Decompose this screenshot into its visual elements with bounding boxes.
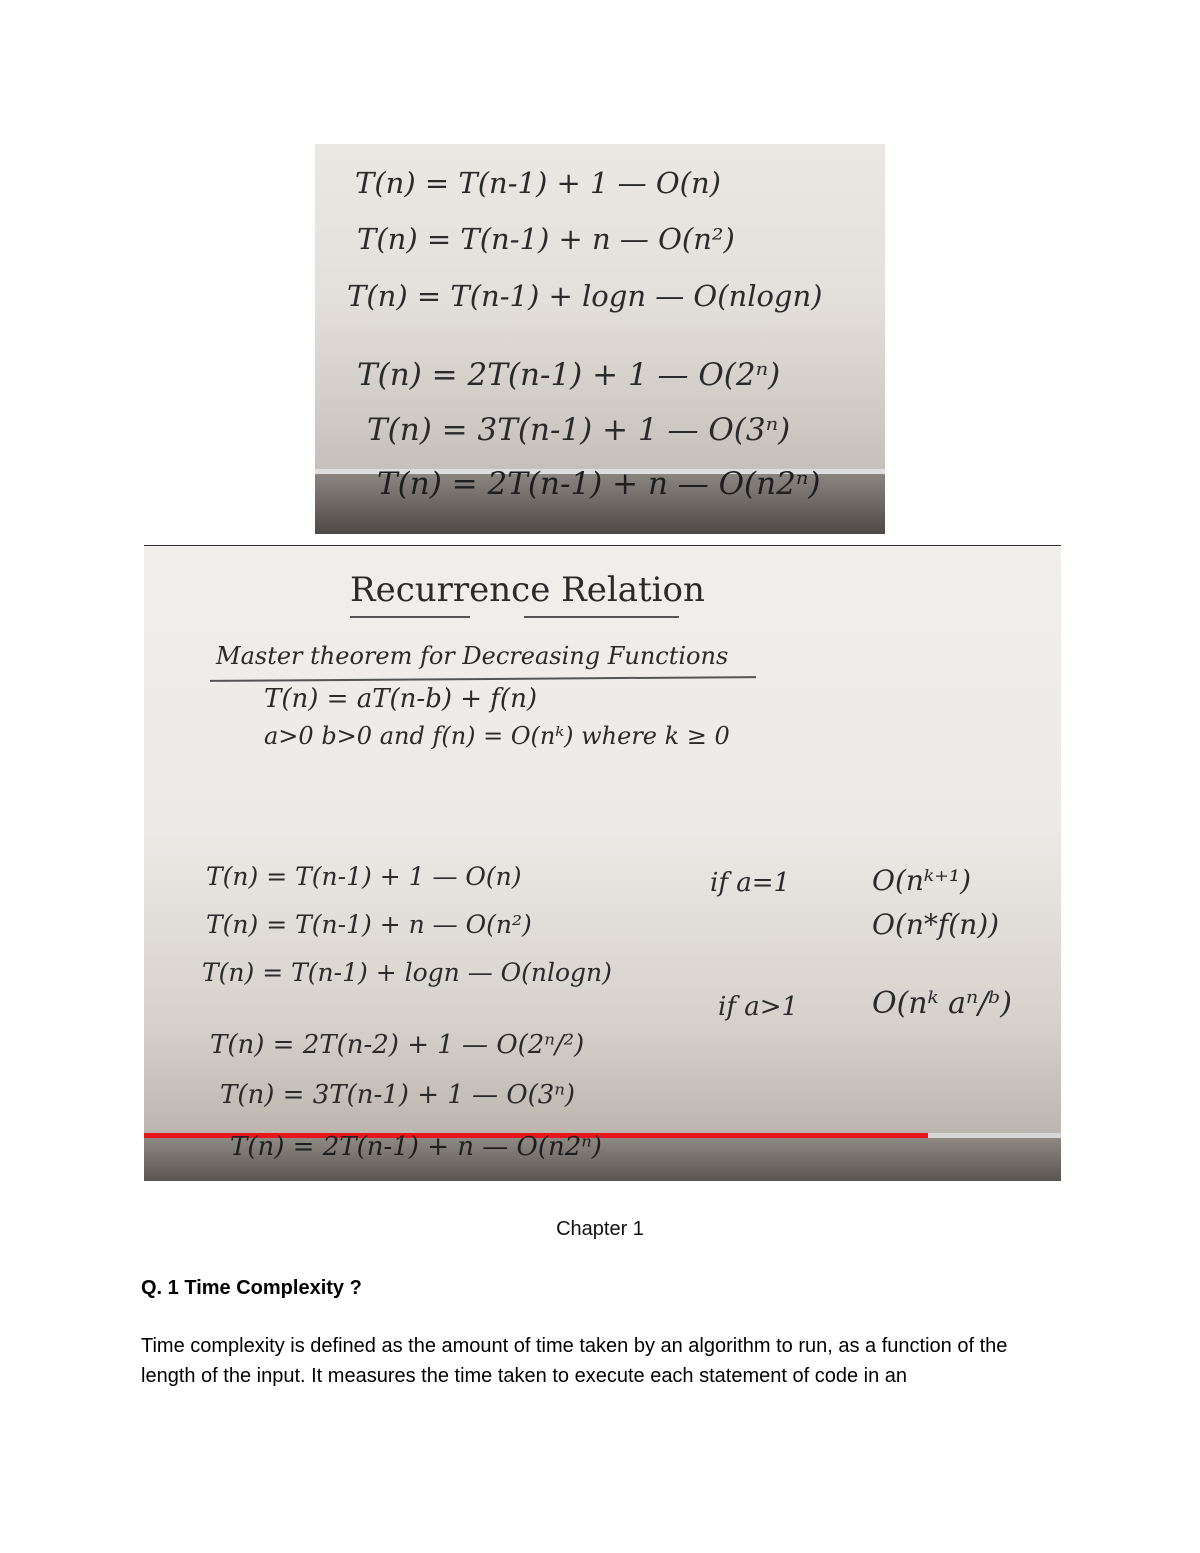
case-1-result: O(n*f(n)) (872, 908, 1000, 941)
chapter-caption: Chapter 1 (556, 1218, 644, 1240)
example-line: T(n) = T(n-1) + n — O(n²) (206, 910, 532, 939)
handwritten-line: T(n) = 2T(n-1) + n — O(n2ⁿ) (377, 466, 821, 502)
handwritten-line: T(n) = T(n-1) + 1 — O(n) (355, 166, 721, 200)
case-2-result: O(nᵏ aⁿ/ᵇ) (872, 986, 1012, 1021)
handwritten-line: T(n) = 2T(n-1) + 1 — O(2ⁿ) (357, 357, 781, 393)
subtitle-underline (210, 676, 756, 682)
case-1-label: if a=1 (710, 868, 791, 898)
case-1-result: O(nᵏ⁺¹) (872, 864, 972, 897)
recurrence-examples-image (315, 144, 885, 534)
example-line: T(n) = T(n-1) + 1 — O(n) (206, 862, 522, 891)
example-line: T(n) = 2T(n-2) + 1 — O(2ⁿ/²) (210, 1030, 585, 1060)
board-subtitle: Master theorem for Decreasing Functions (216, 642, 729, 670)
example-line: T(n) = 3T(n-1) + 1 — O(3ⁿ) (220, 1080, 575, 1110)
title-underline (350, 616, 470, 618)
question-heading: Q. 1 Time Complexity ? (141, 1277, 362, 1299)
case-2-label: if a>1 (718, 992, 799, 1022)
master-conditions: a>0 b>0 and f(n) = O(nᵏ) where k ≥ 0 (264, 722, 730, 750)
body-paragraph: Time complexity is defined as the amount of time taken by an algorithm to run, as a function of the length of the input. It measures the time taken to execute each statement of code in an (141, 1335, 1008, 1387)
example-line: T(n) = T(n-1) + logn — O(nlogn) (202, 958, 612, 987)
example-line: T(n) = 2T(n-1) + n — O(n2ⁿ) (230, 1132, 602, 1162)
handwritten-line: T(n) = 3T(n-1) + 1 — O(3ⁿ) (367, 412, 791, 448)
whiteboard-image (144, 545, 1061, 1181)
handwritten-line: T(n) = T(n-1) + logn — O(nlogn) (347, 279, 823, 313)
handwritten-line: T(n) = T(n-1) + n — O(n²) (357, 222, 735, 256)
master-formula: T(n) = aT(n-b) + f(n) (264, 684, 537, 714)
board-title: Recurrence Relation (350, 570, 705, 610)
title-underline (524, 616, 679, 618)
